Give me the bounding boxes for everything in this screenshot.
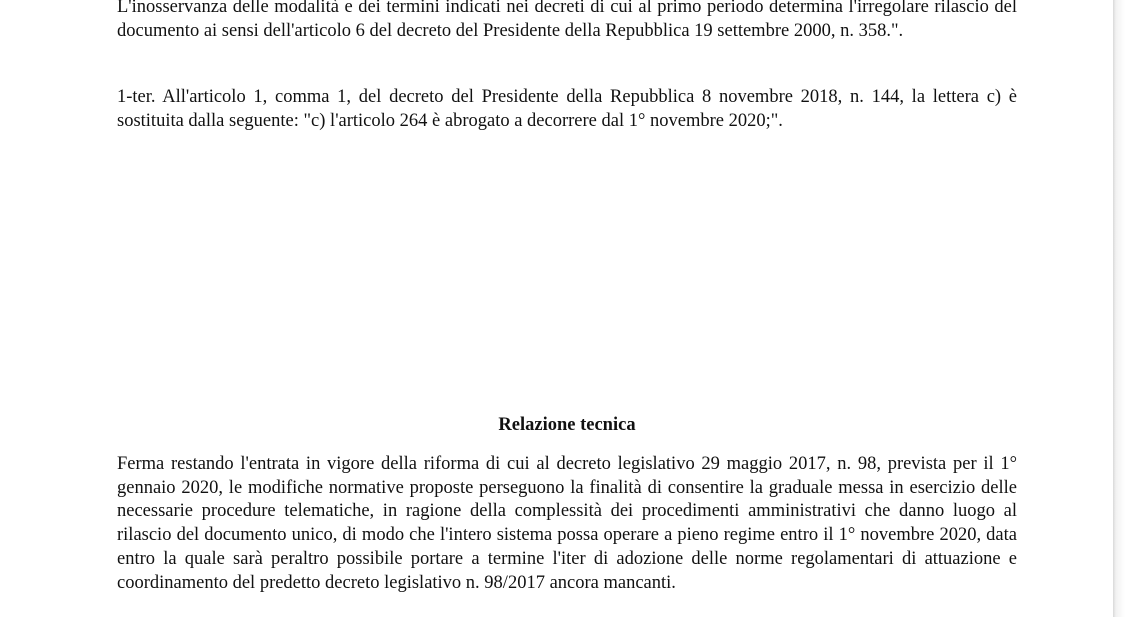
paragraph-relazione-body — [117, 453, 1017, 595]
paragraph-inosservanza — [117, 0, 1017, 43]
paragraph-text: 1-ter. All'articolo 1, comma 1, del decreto del Presidente della Repubblica 8 novembre 2018, n. 144, la lettera c) è sostituita dalla seguente: "c) l'articolo 264 è abrogato a decorrere dal 1° novembre 2020;". — [117, 87, 1017, 131]
page-edge-shadow — [1113, 0, 1125, 617]
paragraph-text: L'inosservanza delle modalità e dei termini indicati nei decreti di cui al primo periodo determina l'irregolare rilascio del documento ai sensi dell'articolo 6 del decreto del Presidente della Repubblica 19 settembre 2000, n. 358.". — [117, 0, 1017, 41]
section-heading-relazione-tecnica: Relazione tecnica — [498, 415, 636, 435]
paragraph-1-ter — [117, 86, 1017, 133]
paragraph-text: Ferma restando l'entrata in vigore della riforma di cui al decreto legislativo 29 maggio 2017, n. 98, prevista per il 1° gennaio 2020, le modifiche normative proposte perseguono la finalità di consentire la graduale messa in esercizio delle necessarie procedure telematiche, in ragione della complessità dei procedimenti amministrativi che danno luogo al rilascio del documento unico, di modo che l'intero sistema possa operare a pieno regime entro il 1° novembre 2020, data entro la quale sarà peraltro possibile portare a termine l'iter di adozione delle norme regolamentari di attuazione e coordinamento del predetto decreto legislativo n. 98/2017 ancora mancanti. — [117, 454, 1017, 593]
